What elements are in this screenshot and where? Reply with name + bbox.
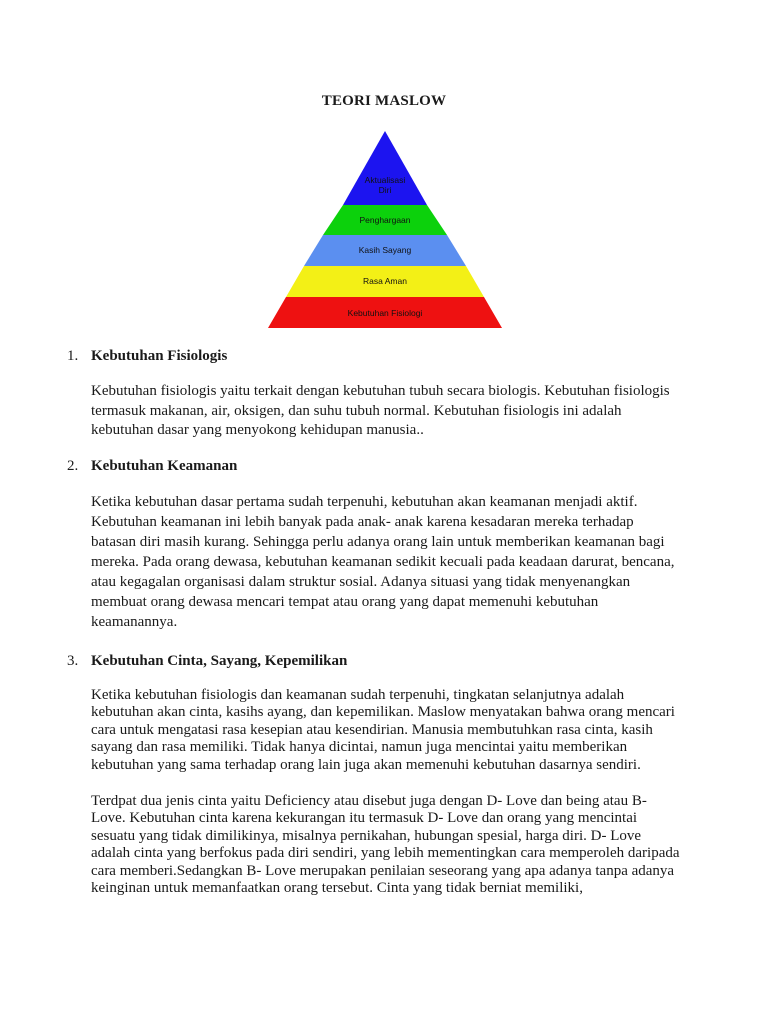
list-number: 1. bbox=[67, 348, 79, 364]
pyramid-label-kebutuhan-fisiologi: Kebutuhan Fisiologi bbox=[347, 308, 423, 318]
list-number: 3. bbox=[67, 653, 79, 669]
section-1-heading-row bbox=[67, 346, 687, 366]
section-1-paragraph: Kebutuhan fisiologis yaitu terkait dengan kebutuhan tubuh secara biologis. Kebutuhan fisiologis termasuk makanan, air, oksigen, dan suhu tubuh normal. Kebutuhan fisiologis ini adalah kebutuhan dasar yang menyokong kehidupan manusia.. bbox=[91, 383, 670, 438]
section-3-heading-row bbox=[67, 651, 687, 671]
pyramid-label-diri: Diri bbox=[378, 185, 392, 195]
pyramid-label-aktualisasi: Aktualisasi bbox=[364, 175, 406, 185]
section-heading: Kebutuhan Fisiologis bbox=[91, 348, 228, 364]
section-2-heading-row bbox=[67, 456, 687, 476]
section-heading: Kebutuhan Keamanan bbox=[91, 458, 238, 474]
pyramid-label-kasih-sayang: Kasih Sayang bbox=[358, 245, 412, 255]
section-3-paragraph-1: Ketika kebutuhan fisiologis dan keamanan sudah terpenuhi, tingkatan selanjutnya adalah kebutuhan akan cinta, kasihs ayang, dan kepemilikan. Maslow menyatakan bahwa orang mencari cara untuk mengatasi rasa kesepian atau kesendirian. Manusia membutuhkan rasa cinta, kasih sayang dan rasa memiliki. Tidak hanya dicintai, namun juga mencintai yaitu memberikan kebutuhan yang sama terhadap orang lain juga akan memenuhi kebutuhan dasarnya sendiri. bbox=[91, 687, 675, 773]
pyramid-label-rasa-aman: Rasa Aman bbox=[363, 276, 407, 286]
section-3-paragraph-2: Terdpat dua jenis cinta yaitu Deficiency atau disebut juga dengan D- Love dan being atau B-Love. Kebutuhan cinta karena kekurangan itu termasuk D- Love dan orang yang mencintai sesuatu yang tidak dimilikinya, misalnya pernikahan, hubungan spesial, harga diri. D- Love adalah cinta yang berfokus pada diri sendiri, yang lebih mementingkan cara memperoleh daripada cara memberi.Sedangkan B- Love merupakan penilaian seseorang yang apa adanya tanpa adanya keinginan untuk memanfaatkan orang tersebut. Cinta yang tidak berniat memiliki, bbox=[91, 793, 680, 897]
page-title: TEORI MASLOW bbox=[321, 93, 447, 109]
maslow-pyramid-diagram bbox=[268, 131, 502, 328]
section-2-paragraph: Ketika kebutuhan dasar pertama sudah terpenuhi, kebutuhan akan keamanan menjadi aktif. Kebutuhan keamanan ini lebih banyak pada anak- anak karena kesadaran mereka terhadap batasan diri masih kurang. Sehingga perlu adanya orang lain untuk memberikan keamanan bagi mereka. Pada orang dewasa, kebutuhan keamanan sedikit kecuali pada keadaan darurat, bencana, atau kegagalan organisasi dalam struktur sosial. Adanya situasi yang tidak menyenangkan membuat orang dewasa mencari tempat atau orang yang dapat memenuhi kebutuhan keamanannya. bbox=[91, 494, 675, 630]
section-heading: Kebutuhan Cinta, Sayang, Kepemilikan bbox=[91, 653, 348, 669]
pyramid-label-penghargaan: Penghargaan bbox=[359, 215, 411, 225]
list-number: 2. bbox=[67, 458, 79, 474]
